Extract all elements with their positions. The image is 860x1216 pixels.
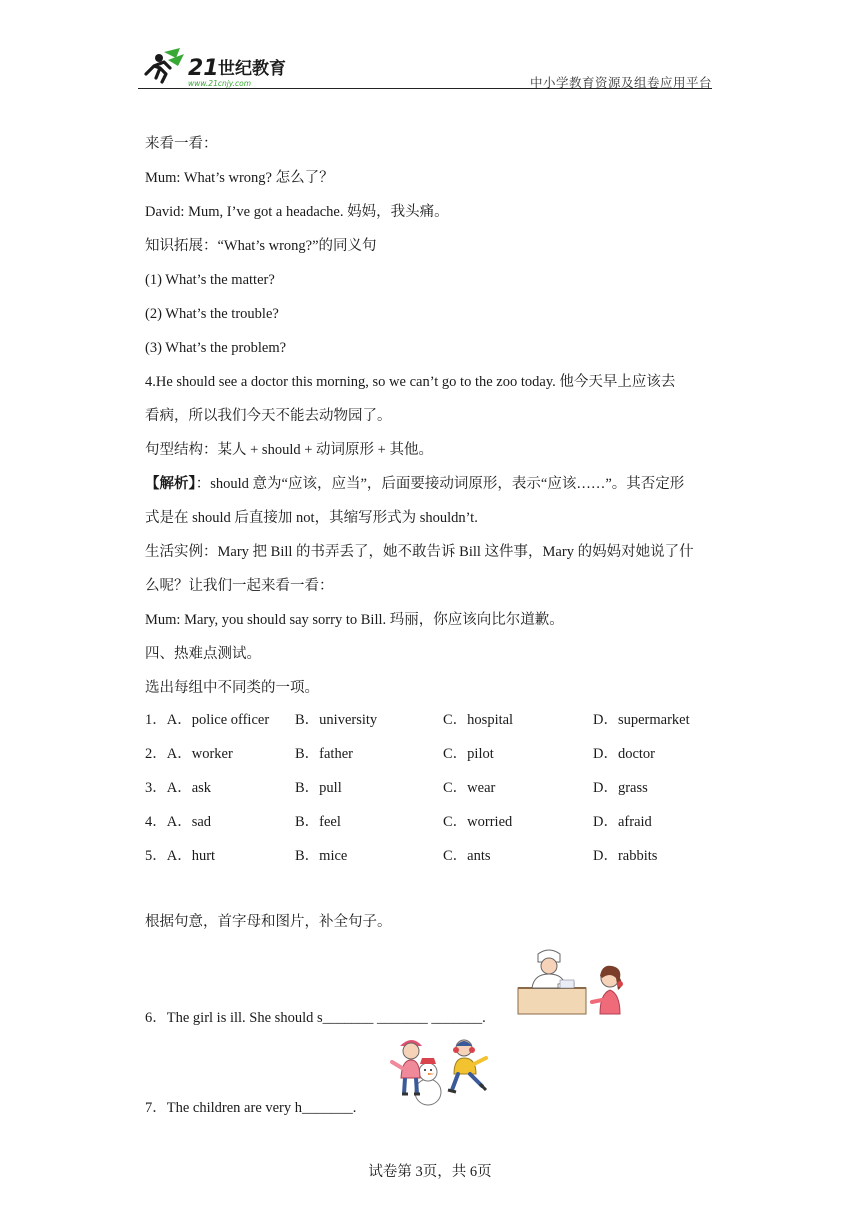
- analysis-line: [145, 474, 684, 494]
- question-row: [145, 846, 705, 866]
- option-b: B．university: [295, 712, 378, 728]
- children-snowman-illustration: [386, 1034, 490, 1108]
- instruction: 选出每组中不同类的一项。: [145, 680, 319, 696]
- option-c: C．ants: [443, 848, 491, 864]
- page-header: [138, 44, 712, 90]
- question-row: [145, 744, 705, 764]
- text-line: David: Mum, I’ve got a headache. 妈妈，我头痛。: [145, 204, 449, 220]
- option-d: D．afraid: [593, 814, 652, 830]
- option-a: 3．A．ask: [145, 780, 212, 796]
- analysis-text: ：should 意为“应该，应当”，后面要接动词原形，表示“应该……”。其否定形: [195, 476, 685, 492]
- option-d: D．grass: [593, 780, 648, 796]
- svg-text:21: 21: [188, 56, 219, 81]
- option-c: C．worried: [443, 814, 513, 830]
- question-6: 6．The girl is ill. She should s_______ _______ _______.: [145, 1010, 486, 1026]
- question-7: 7．The children are very h_______.: [145, 1100, 357, 1116]
- text-line: (1) What’s the matter?: [145, 272, 275, 288]
- option-c: C．pilot: [443, 746, 494, 762]
- option-a: 2．A．worker: [145, 746, 233, 762]
- text-line: Mum: Mary, you should say sorry to Bill. 玛丽，你应该向比尔道歉。: [145, 612, 564, 628]
- text-line: 式是在 should 后直接加 not，其缩写形式为 shouldn’t.: [145, 510, 478, 526]
- text-line: Mum: What’s wrong? 怎么了？: [145, 170, 334, 186]
- page-footer: 试卷第 3页，共 6页: [368, 1164, 492, 1180]
- instruction: 根据句意，首字母和图片，补全句子。: [145, 914, 392, 930]
- option-b: B．feel: [295, 814, 341, 830]
- option-b: B．father: [295, 746, 353, 762]
- question-row: [145, 778, 705, 798]
- option-b: B．pull: [295, 780, 342, 796]
- doctor-girl-illustration: [516, 944, 628, 1016]
- text-line: 4.He should see a doctor this morning, so we can’t go to the zoo today. 他今天早上应该去: [145, 374, 676, 390]
- option-b: B．mice: [295, 848, 348, 864]
- option-d: D．supermarket: [593, 712, 690, 728]
- text-line: (3) What’s the problem?: [145, 340, 287, 356]
- text-line: 知识拓展：“What’s wrong?”的同义句: [145, 238, 377, 254]
- option-d: D．doctor: [593, 746, 656, 762]
- text-line: 看病，所以我们今天不能去动物园了。: [145, 408, 392, 424]
- text-line: 来看一看：: [145, 136, 218, 152]
- option-a: 5．A．hurt: [145, 848, 216, 864]
- text-line: (2) What’s the trouble?: [145, 306, 279, 322]
- text-line: 句型结构：某人 + should + 动词原形 + 其他。: [145, 442, 433, 458]
- header-divider: [138, 88, 712, 89]
- text-line: 么呢？让我们一起来看一看：: [145, 578, 334, 594]
- analysis-label: 【解析】: [145, 476, 196, 492]
- text-line: 生活实例：Mary 把 Bill 的书弄丢了，她不敢告诉 Bill 这件事，Mary 的妈妈对她说了什: [145, 544, 694, 560]
- option-a: 1．A．police officer: [145, 712, 270, 728]
- logo-21cnjy: [138, 44, 308, 90]
- option-c: C．hospital: [443, 712, 514, 728]
- platform-name: 中小学教育资源及组卷应用平台: [529, 75, 712, 90]
- option-c: C．wear: [443, 780, 496, 796]
- question-row: [145, 710, 705, 730]
- option-a: 4．A．sad: [145, 814, 212, 830]
- section-heading: 四、热难点测试。: [145, 646, 261, 662]
- svg-text:世纪教育: 世纪教育: [218, 59, 286, 79]
- option-d: D．rabbits: [593, 848, 658, 864]
- svg-text:www.21cnjy.com: www.21cnjy.com: [188, 79, 252, 88]
- question-row: [145, 812, 705, 832]
